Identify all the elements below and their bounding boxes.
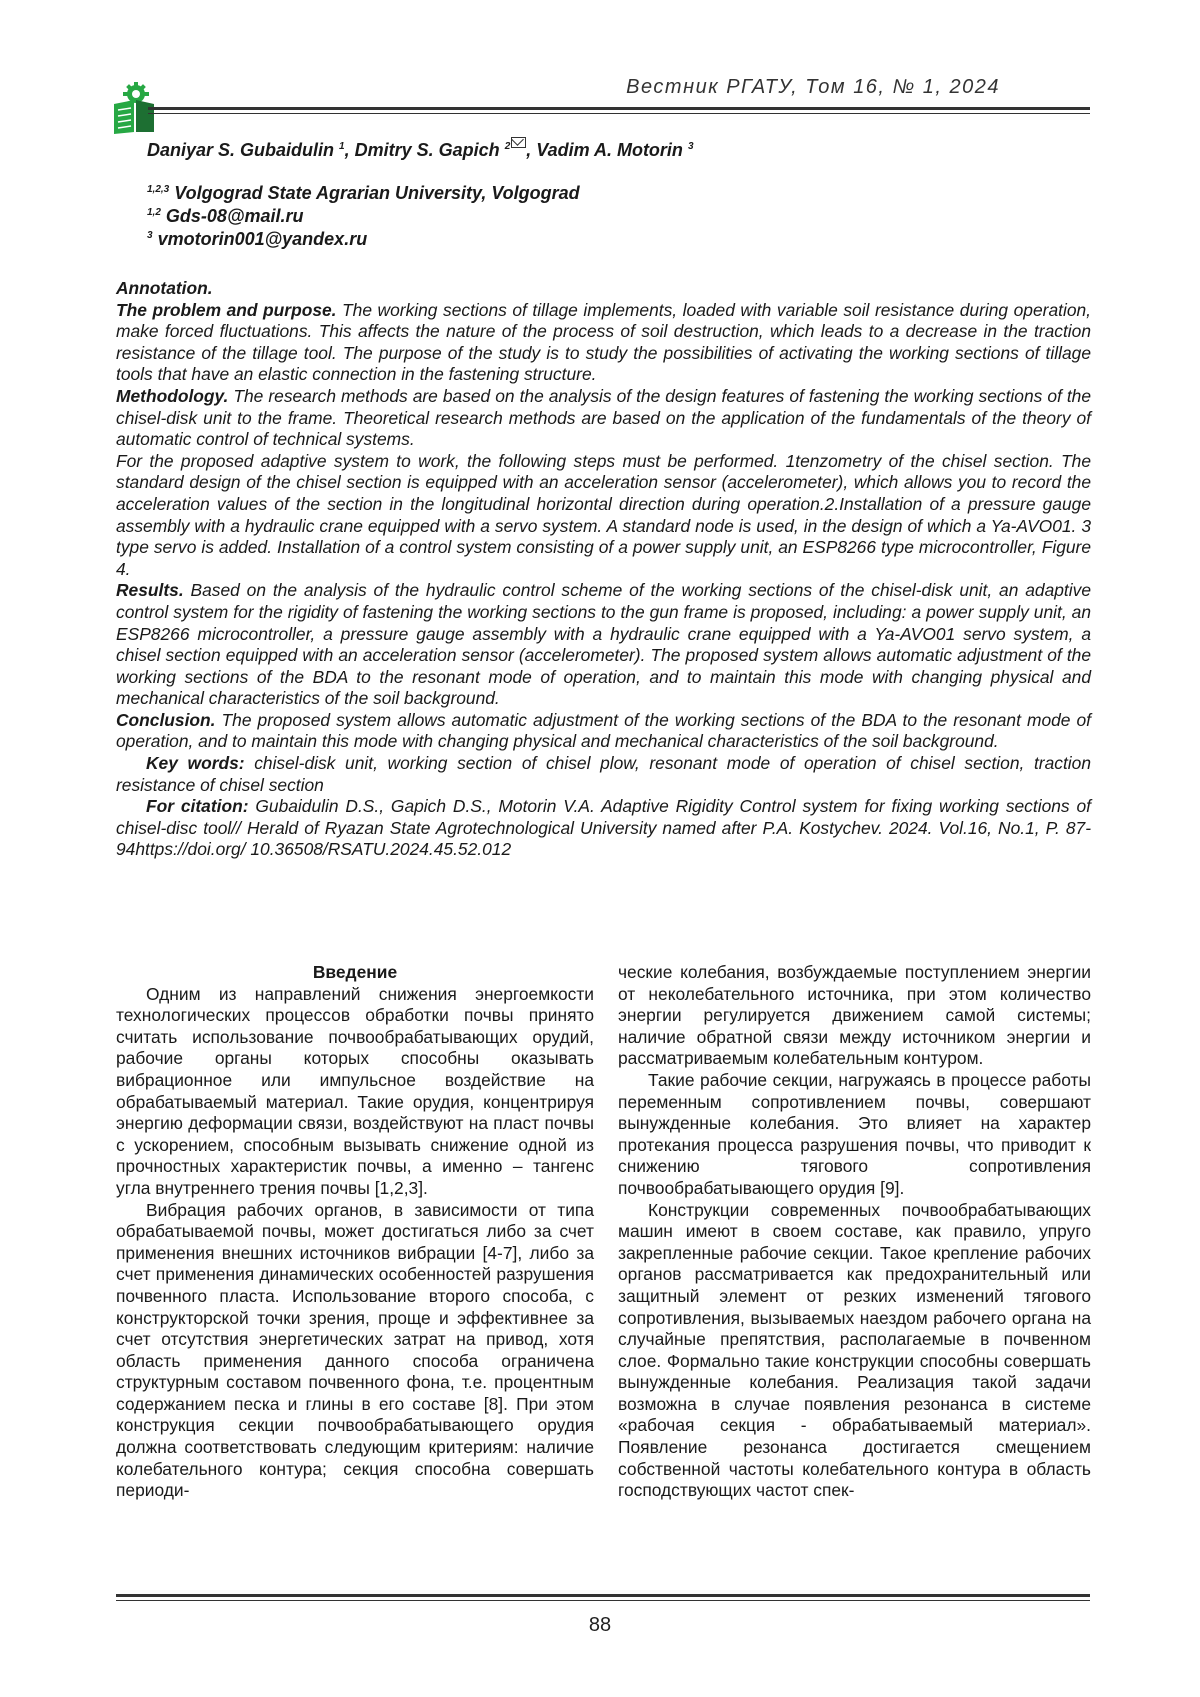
header-rule-thin	[148, 113, 1090, 114]
author-1-sup: 1	[339, 141, 345, 152]
header-rule	[148, 107, 1090, 110]
author-2: Dmitry S. Gapich	[354, 140, 500, 160]
section-title: Введение	[312, 962, 398, 982]
page-number: 88	[588, 1614, 612, 1636]
annotation-steps: For the proposed adaptive system to work, the following steps must be performed. 1tenzometry of the chisel section. The standard design of the chisel section is equipped with an acceleration sensor (accelerometer), which allows you to record the acceleration values of the section in the longitudinal horizontal direction during operation.2.Installation of a pressure gauge assembly with a hydraulic crane equipped with a servo system. A standard node is used, in the design of which a Ya-AVO01. 3 type servo is added. Installation of a control system consisting of a power supply unit, an ESP8266 type microcontroller, Figure 4.	[116, 450, 1091, 579]
annotation-results: Results. Based on the analysis of the hydraulic control scheme of the working sections of the chisel-disk unit, an adaptive control system for the rigidity of fastening the working sections to the gun frame is proposed, including: a power supply unit, an ESP8266 microcontroller, a pressure gauge assembly with a hydraulic crane equipped with a Ya-AVO01 servo system, a chisel section equipped with an acceleration sensor (accelerometer). The proposed system allows automatic adjustment of the working sections of the BDA to the resonant mode of operation, and to maintain this mode with changing physical and mechanical characteristics of the soil background.	[116, 580, 1091, 709]
paragraph: Такие рабочие секции, нагружаясь в процессе работы переменным сопротивлением почвы, совершают вынужденные колебания. Это влияет на характер протекания процесса разрушения почвы, что приводит к снижению тягового сопротивления почвообрабатывающего орудия [9].	[618, 1069, 1091, 1198]
footer-rule-thin	[116, 1600, 1090, 1601]
affiliation: $^{1,2,3}$ Volgograd State Agrarian University, Volgograd	[147, 183, 580, 203]
paragraph: Одним из направлений снижения энергоемкости технологических процессов обработки почвы принято считать использование почвообрабатывающих орудий, рабочие органы которых способны оказывать вибрационное или импульсное воздействие на обрабатываемый материал. Такие орудия, концентрируя энергию деформации связи, воздействуют на пласт почвы с ускорением, способным вызывать снижение одной из прочностных характеристик почвы, а именно – тангенс угла внутреннего трения почвы [1,2,3].	[116, 983, 594, 1198]
annotation-conclusion: Conclusion. The proposed system allows automatic adjustment of the working sections of the BDA to the resonant mode of operation, and to maintain this mode with changing physical and mechanical characteristics of the soil background.	[116, 709, 1091, 752]
annotation-keywords: Key words: chisel-disk unit, working section of chisel plow, resonant mode of operation of chisel section, traction resistance of chisel section	[116, 753, 1091, 795]
author-email-2: $^3$ vmotorin001@yandex.ru	[147, 229, 368, 249]
annotation-block	[116, 278, 1091, 861]
author-1: Daniyar S. Gubaidulin	[147, 140, 335, 160]
journal-title: Вестник РГАТУ, Том 16, № 1, 2024	[626, 76, 1000, 98]
footer-rule	[116, 1594, 1090, 1597]
author-email-1: $^{1,2}$ Gds-08@mail.ru	[147, 206, 304, 226]
body-column-right	[618, 962, 1091, 1502]
annotation-citation: For citation: Gubaidulin D.S., Gapich D.S., Motorin V.A. Adaptive Rigidity Control system for fixing working sections of chisel-disc tool// Herald of Ryazan State Agrotechnological University named after P.A. Kostychev. 2024. Vol.16, No.1, P. 87-94https://doi.org/ 10.36508/RSATU.2024.45.52.012	[116, 796, 1091, 860]
annotation-methodology: Methodology. The research methods are based on the analysis of the design features of fastening the working sections of the chisel-disk unit to the frame. Theoretical research methods are based on the application of the fundamentals of the theory of automatic control of technical systems.	[116, 385, 1091, 450]
email-link-2[interactable]: vmotorin001@yandex.ru	[157, 229, 368, 249]
paragraph: Вибрация рабочих органов, в зависимости от типа обрабатываемой почвы, может достигаться либо за счет применения внешних источников вибрации [4-7], либо за счет применения динамических особенностей разрушения почвенного пласта. Использование второго способа, с конструкторской точки зрения, проще и эффективнее за счет отсутствия энергетических затрат на привод, хотя область применения данного способа ограничена структурным составом почвенного фона, т.е. процентным содержанием песка и глины в его составе [8]. При этом конструкция секции почвообрабатывающего орудия должна соответствовать следующим критериям: наличие колебательного контура; секция способна совершать периоди-	[116, 1199, 594, 1501]
paragraph: Конструкции современных почвообрабатывающих машин имеют в своем составе, как правило, упруго закрепленные рабочие секции. Такое крепление рабочих органов рассматривается как предохранительный или защитный элемент от резких изменений тягового сопротивления, вызываемых наездом рабочего органа на случайные препятствия, располагаемые в почвенном слое. Формально такие конструкции способны совершать вынужденные колебания. Реализация такой задачи возможна в случае появления резонанса в системе «рабочая секция - обрабатываемый материал». Появление резонанса достигается смещением собственной частоты колебательного контура в область господствующих частот спек-	[618, 1199, 1091, 1501]
envelope-icon	[511, 137, 526, 148]
annotation-problem: The problem and purpose. The working sections of tillage implements, loaded with variable soil resistance during operation, make forced fluctuations. This affects the nature of the process of soil destruction, which leads to a decrease in the traction resistance of the tillage tool. The purpose of the study is to study the possibilities of activating the working sections of tillage tools that have an elastic connection in the fastening structure.	[116, 299, 1091, 385]
author-2-sup: 2	[504, 141, 511, 152]
author-3: Vadim A. Motorin	[536, 140, 683, 160]
body-column-left	[116, 962, 594, 1502]
author-list: Daniyar S. Gubaidulin $^1$, Dmitry S. Gapich $^2$ , Vadim A. Motorin $^3$	[147, 140, 694, 161]
author-3-sup: 3	[687, 141, 694, 152]
paragraph: ческие колебания, возбуждаемые поступлением энергии от неколебательного источника, при этом количество энергии регулируется движением самой системы; наличие обратной связи между источником энергии и рассматриваемым колебательным контуром.	[618, 962, 1091, 1069]
email-link-1[interactable]: Gds-08@mail.ru	[165, 206, 304, 226]
annotation-heading: Annotation.	[116, 278, 213, 298]
